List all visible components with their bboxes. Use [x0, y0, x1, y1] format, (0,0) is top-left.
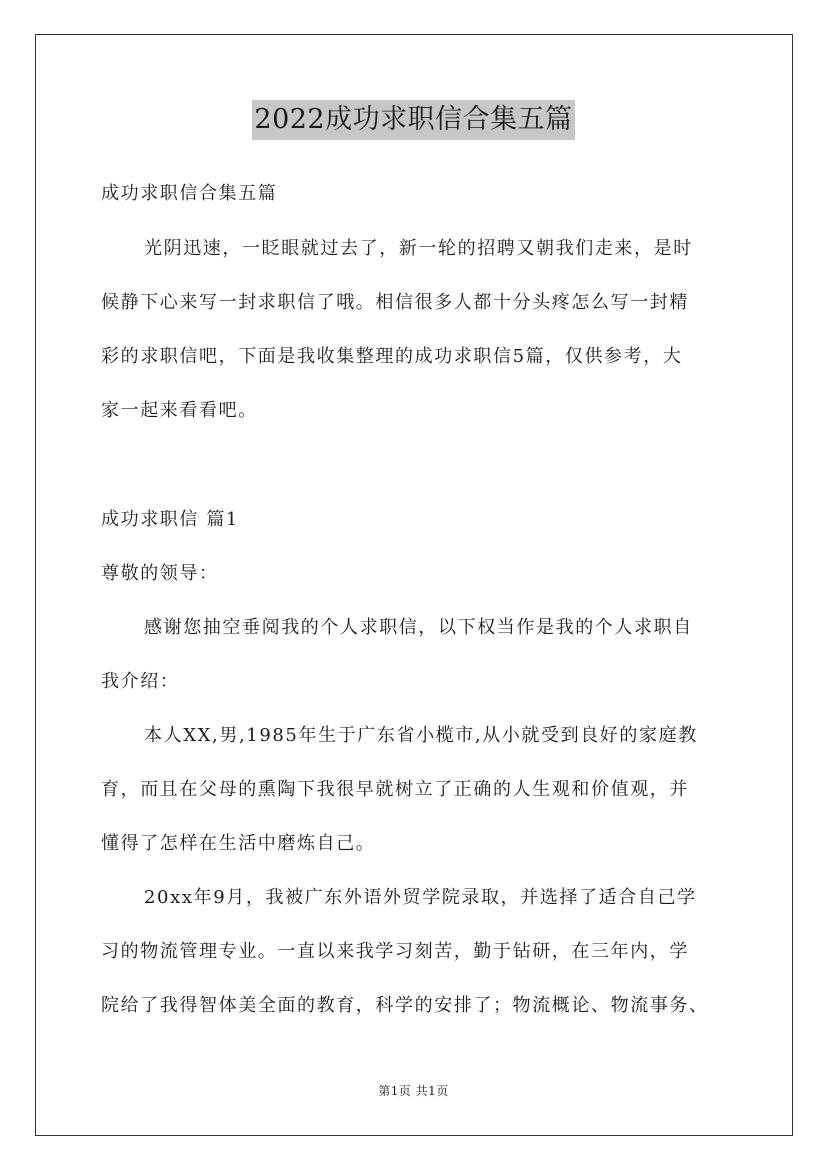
title-container	[0, 100, 827, 140]
paragraph-line: 感谢您抽空垂阅我的个人求职信，以下权当作是我的个人求职自	[144, 617, 693, 638]
subtitle: 成功求职信合集五篇	[101, 183, 278, 204]
paragraph-line: 育，而且在父母的熏陶下我很早就树立了正确的人生观和价值观，并	[101, 779, 689, 800]
intro-line: 家一起来看看吧。	[101, 400, 258, 421]
document-title: 2022成功求职信合集五篇	[252, 100, 574, 140]
intro-line: 候静下心来写一封求职信了哦。相信很多人都十分头疼怎么写一封精	[101, 292, 689, 313]
section-heading: 成功求职信 篇1	[101, 509, 239, 530]
intro-line: 彩的求职信吧，下面是我收集整理的成功求职信5篇，仅供参考，大	[101, 346, 683, 367]
page-footer: 第1页 共1页	[378, 1084, 449, 1098]
paragraph-line: 本人XX,男,1985年生于广东省小榄市,从小就受到良好的家庭教	[144, 725, 698, 746]
paragraph-line: 习的物流管理专业。一直以来我学习刻苦，勤于钻研，在三年内，学	[101, 941, 689, 962]
salutation: 尊敬的领导：	[101, 563, 219, 584]
paragraph-line: 院给了我得智体美全面的教育，科学的安排了；物流概论、物流事务、	[101, 995, 709, 1016]
intro-line: 光阴迅速，一眨眼就过去了，新一轮的招聘又朝我们走来，是时	[144, 238, 693, 259]
paragraph-line: 我介绍：	[101, 671, 180, 692]
paragraph-line: 懂得了怎样在生活中磨炼自己。	[101, 833, 376, 854]
paragraph-line: 20xx年9月，我被广东外语外贸学院录取，并选择了适合自己学	[144, 887, 697, 908]
